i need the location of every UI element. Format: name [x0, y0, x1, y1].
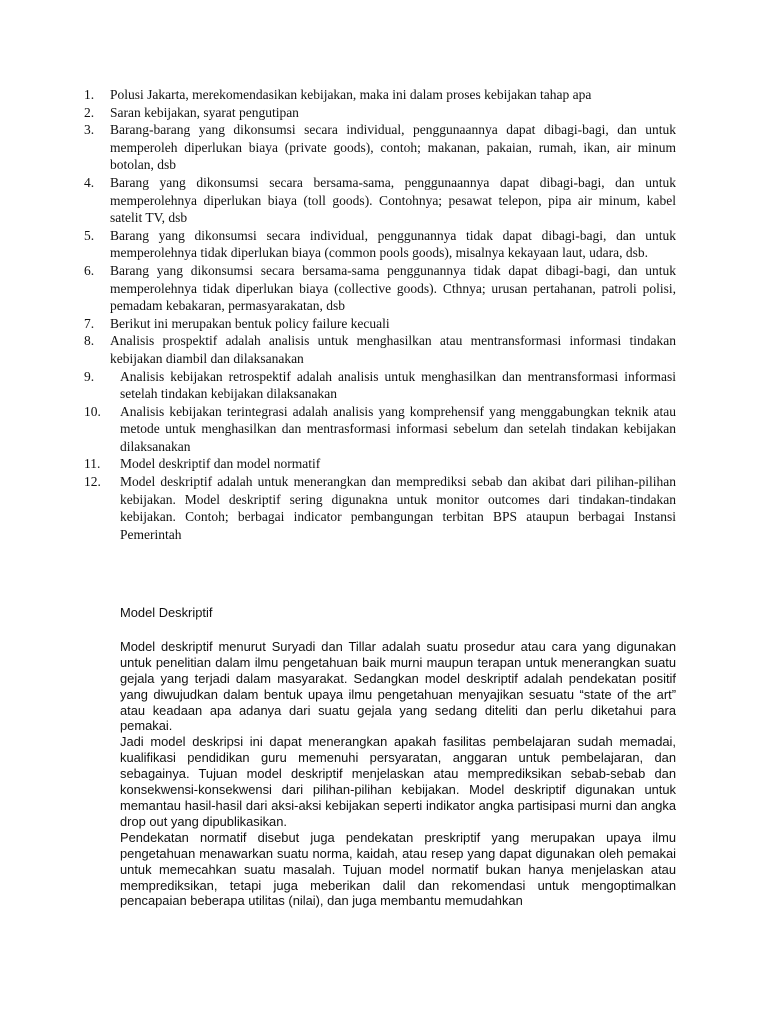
list-text: Barang yang dikonsumsi secara bersama-sama penggunannya tidak dapat dibagi-bagi, dan untuk memperolehnya tidak diperlukan biaya (collective goods). Cthnya; urusan pertahanan, patroli polisi, pemadam kebakaran, permasyarakatan, dsb — [110, 262, 676, 314]
list-item — [84, 174, 676, 227]
list-item — [84, 86, 676, 104]
list-number: 1. — [84, 87, 95, 102]
paragraph: Pendekatan normatif disebut juga pendekatan preskriptif yang merupakan upaya ilmu pengetahuan menawarkan suatu norma, kaidah, atau resep yang dapat digunakan oleh pemakai untuk memecahkan suatu masalah. Tujuan model normatif bukan hanya menjelaskan atau memprediksikan, tetapi juga meberikan dalil dan rekomendasi untuk mengoptimalkan pencapaian beberapa utilitas (nilai), dan juga membantu memudahkan — [120, 829, 676, 909]
list-text: Berikut ini merupakan bentuk policy failure kecuali — [110, 315, 390, 331]
list-item — [84, 121, 676, 174]
paragraph: Model deskriptif menurut Suryadi dan Tillar adalah suatu prosedur atau cara yang digunakan untuk penelitian dalam ilmu pengetahuan baik murni maupun terapan untuk menerangkan suatu gejala yang terjadi dalam masyarakat. Sedangkan model deskriptif adalah pendekatan positif yang diwujudkan dalam bentuk upaya ilmu pengetahuan menyajikan sesuatu “state of the art” atau keadaan apa adanya dari suatu gejala yang sedang diteliti dan perlu diketahui para pemakai. — [120, 638, 676, 734]
section-heading: Model Deskriptif — [120, 605, 213, 620]
list-item — [84, 227, 676, 262]
list-item — [84, 403, 676, 456]
list-number: 12. — [84, 474, 101, 490]
list-text: Barang-barang yang dikonsumsi secara individual, penggunaannya dapat dibagi-bagi, dan untuk memperoleh diperlukan biaya (private goods), contoh; makanan, pakaian, rumah, ikan, air minum botolan, dsb — [110, 122, 676, 173]
list-text: Analisis prospektif adalah analisis untuk menghasilkan atau mentransformasi informasi tindakan kebijakan diambil dan dilaksanakan — [110, 333, 676, 366]
list-text: Model deskriptif dan model normatif — [120, 456, 321, 472]
list-number: 10. — [84, 403, 101, 419]
list-item — [84, 104, 676, 122]
list-text: Analisis kebijakan retrospektif adalah analisis untuk menghasilkan dan mentransformasi informasi setelah tindakan kebijakan dilaksanakan — [120, 368, 676, 402]
list-item — [84, 368, 676, 403]
list-item — [84, 332, 676, 367]
model-deskriptif-section — [120, 605, 676, 909]
list-item — [84, 315, 676, 333]
list-number: 4. — [84, 174, 95, 190]
question-list — [84, 86, 676, 543]
list-number: 2. — [84, 104, 95, 120]
list-number: 7. — [84, 315, 95, 331]
list-number: 11. — [84, 456, 101, 472]
list-text: Polusi Jakarta, merekomendasikan kebijakan, maka ini dalam proses kebijakan tahap apa — [110, 87, 592, 102]
list-number: 6. — [84, 262, 95, 278]
list-item — [84, 262, 676, 315]
list-item — [84, 455, 676, 473]
list-item — [84, 473, 676, 543]
list-text: Barang yang dikonsumsi secara individual, penggunannya tidak dapat dibagi-bagi, dan untuk memperolehnya tidak diperlukan biaya (common pools goods), misalnya kekayaan laut, udara, dsb. — [110, 227, 676, 261]
list-number: 8. — [84, 333, 95, 349]
list-number: 3. — [84, 122, 95, 138]
list-text: Model deskriptif adalah untuk menerangkan dan memprediksi sebab dan akibat dari pilihan-pilihan kebijakan. Model deskriptif sering digunakna untuk monitor outcomes dari tindakan-tindakan kebijakan. Contoh; berbagai indicator pembangungan terbitan BPS ataupun berbagai Instansi Pemerintah — [120, 474, 676, 542]
list-number: 5. — [84, 227, 95, 243]
list-number: 9. — [84, 368, 95, 384]
list-text: Saran kebijakan, syarat pengutipan — [110, 104, 299, 120]
list-text: Analisis kebijakan terintegrasi adalah analisis yang komprehensif yang menggabungkan teknik atau metode untuk menghasilkan dan mentrasformasi informasi sebelum dan setelah tindakan kebijakan dilaksanakan — [120, 403, 676, 454]
list-text: Barang yang dikonsumsi secara bersama-sama, penggunaannya dapat dibagi-bagi, dan untuk memperolehnya diperlukan biaya (toll goods). Contohnya; pesawat telepon, pipa air minum, kabel satelit TV, dsb — [110, 174, 676, 226]
paragraph: Jadi model deskripsi ini dapat menerangkan apakah fasilitas pembelajaran sudah memadai, kualifikasi pendidikan guru memenuhi persyaratan, anggaran untuk pembelajaran, dan sebagainya. Tujuan model deskriptif menjelaskan atau memprediksikan sebab-sebab dan konsekwensi-konsekwensi dari pilihan-pilihan kebijakan. Model deskriptif digunakan untuk memantau hasil-hasil dari aksi-aksi kebijakan seperti indikator angka partisipasi murni dan angka drop out yang dipublikasikan. — [120, 734, 676, 829]
